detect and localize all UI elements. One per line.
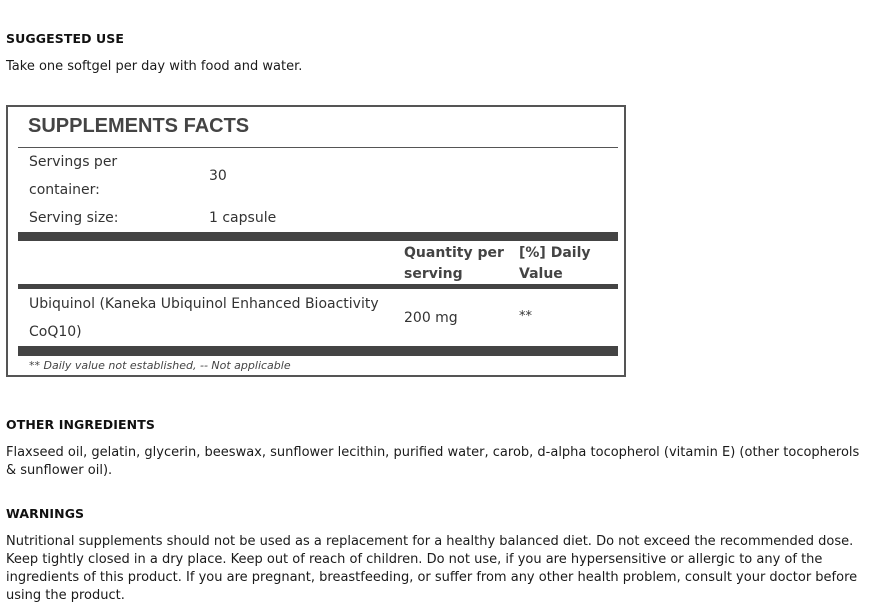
daily-value-footnote: ** Daily value not established, -- Not applicable <box>29 359 291 372</box>
daily-value-header: [%] Daily Value <box>519 245 591 282</box>
ingredient-daily-value: ** <box>519 309 532 324</box>
ingredient-name: Ubiquinol (Kaneka Ubiquinol Enhanced Bioactivity CoQ10) <box>29 296 379 340</box>
supplement-facts-panel <box>6 105 626 377</box>
warnings-heading: WARNINGS <box>6 506 85 521</box>
quantity-per-serving-header: Quantity per serving <box>404 245 504 282</box>
header-divider-bar <box>18 232 618 241</box>
serving-size-value: 1 capsule <box>209 210 277 226</box>
column-header-divider <box>18 284 618 289</box>
ingredient-quantity: 200 mg <box>404 310 458 326</box>
suggested-use-text: Take one softgel per day with food and water. <box>6 59 303 74</box>
warnings-text: Nutritional supplements should not be used as a replacement for a healthy balanced diet. Do not exceed the recommended dose. Keep tightly closed in a dry place. Keep out of reach of children. Do not use, if you are hypersensitive or allergic to any of the ingredients of this product. If you are pregnant, breastfeeding, or suffer from any other health problem, consult your doctor before using the product. <box>6 534 858 603</box>
footer-divider-bar <box>18 346 618 356</box>
other-ingredients-heading: OTHER INGREDIENTS <box>6 417 155 432</box>
serving-size-label: Serving size: <box>29 210 119 226</box>
suggested-use-heading: SUGGESTED USE <box>6 31 124 46</box>
other-ingredients-text: Flaxseed oil, gelatin, glycerin, beeswax, sunflower lecithin, purified water, carob, d-alpha tocopherol (vitamin E) (other tocopherols & sunflower oil). <box>6 445 860 478</box>
supplement-facts-title: SUPPLEMENTS FACTS <box>28 115 250 137</box>
servings-per-container-label: Servings per container: <box>29 154 118 198</box>
servings-per-container-value: 30 <box>209 168 227 184</box>
